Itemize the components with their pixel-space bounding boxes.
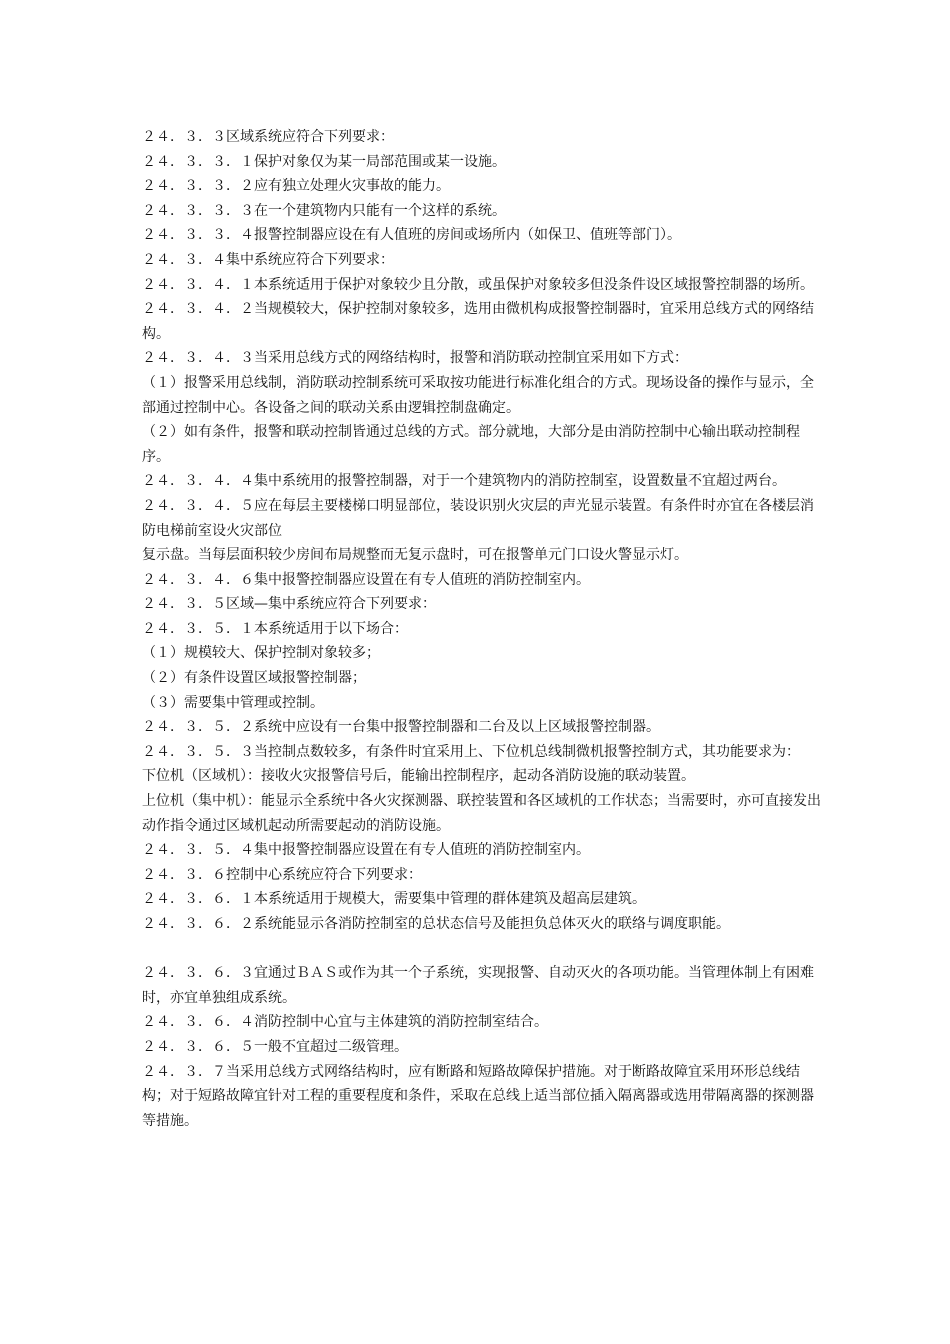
paragraph: ２４．３．４．５应在每层主要楼梯口明显部位，装设识别火灾层的声光显示装置。有条件时亦宜在各楼层消防电梯前室设火灾部位 xyxy=(142,497,814,539)
paragraph: ２４．３．７当采用总线方式网络结构时，应有断路和短路故障保护措施。对于断路故障宜采用环形总线结构；对于短路故障宜针对工程的重要程度和条件，采取在总线上适当部位插入隔离器或选用带隔离器的探测器等措施。 xyxy=(142,1063,814,1129)
paragraph: （３）需要集中管理或控制。 xyxy=(142,694,324,711)
paragraph: ２４．３．６控制中心系统应符合下列要求： xyxy=(142,866,422,883)
paragraph-spacer xyxy=(142,937,822,962)
paragraph: ２４．３．３．２应有独立处理火灾事故的能力。 xyxy=(142,178,450,195)
paragraph: （１）报警采用总线制，消防联动控制系统可采取按功能进行标准化组合的方式。现场设备的操作与显示，全部通过控制中心。各设备之间的联动关系由逻辑控制盘确定。 xyxy=(142,374,814,416)
paragraph: ２４．３．３区域系统应符合下列要求： xyxy=(142,129,394,145)
paragraph: ２４．３．５．４集中报警控制器应设置在有专人值班的消防控制室内。 xyxy=(142,842,590,859)
paragraph: ２４．３．４．１本系统适用于保护对象较少且分散，或虽保护对象较多但没条件设区域报警控制器的场所。 xyxy=(142,276,814,293)
paragraph: ２４．３．３．４报警控制器应设在有人值班的房间或场所内（如保卫、值班等部门）。 xyxy=(142,227,681,244)
paragraph: ２４．３．４．３当采用总线方式的网络结构时，报警和消防联动控制宜采用如下方式： xyxy=(142,350,688,367)
paragraph: ２４．３．５区域—集中系统应符合下列要求： xyxy=(142,596,436,613)
paragraph: ２４．３．５．１本系统适用于以下场合： xyxy=(142,620,408,637)
paragraph: ２４．３．６．２系统能显示各消防控制室的总状态信号及能担负总体灭火的联络与调度职能。 xyxy=(142,916,730,932)
document-body xyxy=(142,125,822,1133)
paragraph: ２４．３．６．４消防控制中心宜与主体建筑的消防控制室结合。 xyxy=(142,1014,548,1031)
paragraph: 上位机（集中机）：能显示全系统中各火灾探测器、联控装置和各区域机的工作状态；当需要时，亦可直接发出动作指令通过区域机起动所需要起动的消防设施。 xyxy=(142,793,821,834)
paragraph: ２４．３．６．３宜通过ＢＡＳ或作为其一个子系统，实现报警、自动灭火的各项功能。当管理体制上有困难时，亦宜单独组成系统。 xyxy=(142,965,814,1006)
paragraph: ２４．３．４．４集中系统用的报警控制器，对于一个建筑物内的消防控制室，设置数量不宜超过两台。 xyxy=(142,473,786,490)
paragraph: ２４．３．３．１保护对象仅为某一局部范围或某一设施。 xyxy=(142,153,506,170)
paragraph: ２４．３．５．２系统中应设有一台集中报警控制器和二台及以上区域报警控制器。 xyxy=(142,719,660,736)
paragraph: ２４．３．４．２当规模较大，保护控制对象较多，选用由微机构成报警控制器时，宜采用总线方式的网络结构。 xyxy=(142,301,814,342)
paragraph: 复示盘。当每层面积较少房间布局规整而无复示盘时，可在报警单元门口设火警显示灯。 xyxy=(142,547,688,564)
paragraph: （１）规模较大、保护控制对象较多； xyxy=(142,645,380,662)
paragraph: 下位机（区域机）：接收火灾报警信号后，能输出控制程序，起动各消防设施的联动装置。 xyxy=(142,768,695,785)
paragraph: （２）如有条件，报警和联动控制皆通过总线的方式。部分就地，大部分是由消防控制中心输出联动控制程序。 xyxy=(142,424,800,465)
paragraph: ２４．３．３．３在一个建筑物内只能有一个这样的系统。 xyxy=(142,202,506,219)
paragraph: ２４．３．６．１本系统适用于规模大，需要集中管理的群体建筑及超高层建筑。 xyxy=(142,891,646,908)
paragraph: ２４．３．５．３当控制点数较多，有条件时宜采用上、下位机总线制微机报警控制方式，其功能要求为： xyxy=(142,743,800,760)
paragraph: （２）有条件设置区域报警控制器； xyxy=(142,670,366,687)
paragraph: ２４．３．４．６集中报警控制器应设置在有专人值班的消防控制室内。 xyxy=(142,571,590,588)
paragraph: ２４．３．４集中系统应符合下列要求： xyxy=(142,251,394,268)
paragraph: ２４．３．６．５一般不宜超过二级管理。 xyxy=(142,1038,408,1055)
